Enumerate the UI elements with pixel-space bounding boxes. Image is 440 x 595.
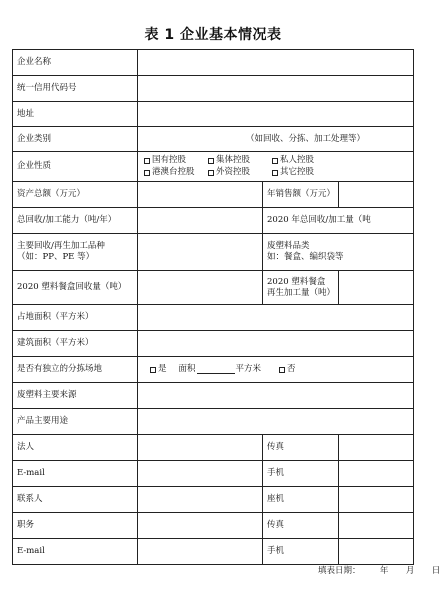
checkbox-icon[interactable] <box>208 158 214 164</box>
row-sorting-site <box>13 357 414 383</box>
form-title: 表 1 企业基本情况表 <box>144 27 282 43</box>
building-area-label: 建筑面积（平方米） <box>13 331 138 357</box>
annual-sales-label: 年销售额（万元） <box>263 182 339 208</box>
contact-label: 联系人 <box>13 487 138 513</box>
row-legal-person <box>13 435 414 461</box>
legal-person-field[interactable] <box>138 435 263 461</box>
row-category <box>13 127 414 152</box>
fill-date <box>318 564 440 576</box>
lunchbox-regen-field[interactable] <box>339 271 414 305</box>
address-field[interactable] <box>138 102 414 127</box>
row-credit-code <box>13 76 414 102</box>
row-lunchbox <box>13 271 414 305</box>
sorting-site-label: 是否有独立的分拣场地 <box>13 357 138 383</box>
fill-date-year[interactable]: 年 <box>379 566 389 576</box>
credit-code-label: 统一信用代码号 <box>13 76 138 102</box>
checkbox-icon[interactable] <box>144 158 150 164</box>
row-waste-source <box>13 383 414 409</box>
row-company-name <box>13 50 414 76</box>
checkbox-icon[interactable] <box>208 170 214 176</box>
checkbox-yes-icon[interactable] <box>150 367 156 373</box>
waste-category-label[interactable]: 废塑料品类 如：餐盒、编织袋等 <box>263 234 414 271</box>
capacity-label: 总回收/加工能力（吨/年） <box>13 208 138 234</box>
category-label: 企业类别 <box>13 127 138 152</box>
product-use-field[interactable] <box>138 409 414 435</box>
row-email2 <box>13 539 414 565</box>
waste-source-label: 废塑料主要来源 <box>13 383 138 409</box>
fill-date-month[interactable]: 月 <box>405 566 415 576</box>
company-name-label: 企业名称 <box>13 50 138 76</box>
building-area-field[interactable] <box>138 331 414 357</box>
fax-label: 传真 <box>263 435 339 461</box>
legal-person-label: 法人 <box>13 435 138 461</box>
nature-label: 企业性质 <box>13 152 138 182</box>
row-capacity <box>13 208 414 234</box>
fax2-field[interactable] <box>339 513 414 539</box>
waste-source-field[interactable] <box>138 383 414 409</box>
row-position <box>13 513 414 539</box>
email-field[interactable] <box>138 461 263 487</box>
row-floor-area <box>13 305 414 331</box>
mobile-field[interactable] <box>339 461 414 487</box>
email2-label: E-mail <box>13 539 138 565</box>
sorting-area-unit: 平方米 <box>235 364 262 375</box>
email2-field[interactable] <box>138 539 263 565</box>
annual-sales-field[interactable] <box>339 182 414 208</box>
category-note[interactable]: （如回收、分拣、加工处理等） <box>138 127 414 152</box>
checkbox-collective[interactable]: 集体控股 <box>208 155 272 166</box>
credit-code-field[interactable] <box>138 76 414 102</box>
checkbox-foreign[interactable]: 外资控股 <box>208 167 272 178</box>
main-variety-label: 主要回收/再生加工品种 （如：PP、PE 等） <box>13 234 138 271</box>
sorting-area-input[interactable] <box>197 365 235 374</box>
checkbox-icon[interactable] <box>272 158 278 164</box>
sorting-yes-label: 是 <box>158 364 167 375</box>
mobile2-field[interactable] <box>339 539 414 565</box>
fax-field[interactable] <box>339 435 414 461</box>
sorting-site-options <box>138 357 414 383</box>
product-use-label: 产品主要用途 <box>13 409 138 435</box>
floor-area-field[interactable] <box>138 305 414 331</box>
contact-field[interactable] <box>138 487 263 513</box>
fill-date-label: 填表日期： <box>318 566 361 576</box>
volume-2020-label[interactable]: 2020 年总回收/加工量（吨 <box>263 208 414 234</box>
checkbox-other[interactable]: 其它控股 <box>272 167 336 178</box>
total-assets-label: 资产总额（万元） <box>13 182 138 208</box>
checkbox-no-icon[interactable] <box>279 367 285 373</box>
landline-field[interactable] <box>339 487 414 513</box>
company-info-table <box>12 49 414 565</box>
checkbox-hk-macau-taiwan[interactable]: 港澳台控股 <box>144 167 208 178</box>
company-name-field[interactable] <box>138 50 414 76</box>
checkbox-icon[interactable] <box>144 170 150 176</box>
fax2-label: 传真 <box>263 513 339 539</box>
row-building-area <box>13 331 414 357</box>
checkbox-state-owned[interactable]: 国有控股 <box>144 155 208 166</box>
lunchbox-regen-label: 2020 塑料餐盒 再生加工量（吨） <box>263 271 339 305</box>
mobile-label: 手机 <box>263 461 339 487</box>
checkbox-icon[interactable] <box>272 170 278 176</box>
capacity-field[interactable] <box>138 208 263 234</box>
checkbox-private[interactable]: 私人控股 <box>272 155 336 166</box>
row-product-use <box>13 409 414 435</box>
total-assets-field[interactable] <box>138 182 263 208</box>
row-contact <box>13 487 414 513</box>
row-email <box>13 461 414 487</box>
sorting-area-label: 面积 <box>178 364 196 375</box>
nature-options <box>138 152 414 182</box>
row-assets-sales <box>13 182 414 208</box>
row-variety <box>13 234 414 271</box>
sorting-no-label: 否 <box>287 364 296 375</box>
address-label: 地址 <box>13 102 138 127</box>
lunchbox-recycle-label: 2020 塑料餐盒回收量（吨） <box>13 271 138 305</box>
lunchbox-recycle-field[interactable] <box>138 271 263 305</box>
row-nature <box>13 152 414 182</box>
position-field[interactable] <box>138 513 263 539</box>
landline-label: 座机 <box>263 487 339 513</box>
floor-area-label: 占地面积（平方米） <box>13 305 138 331</box>
mobile2-label: 手机 <box>263 539 339 565</box>
main-variety-field[interactable] <box>138 234 263 271</box>
fill-date-day[interactable]: 日 <box>431 566 440 576</box>
position-label: 职务 <box>13 513 138 539</box>
row-address <box>13 102 414 127</box>
email-label: E-mail <box>13 461 138 487</box>
